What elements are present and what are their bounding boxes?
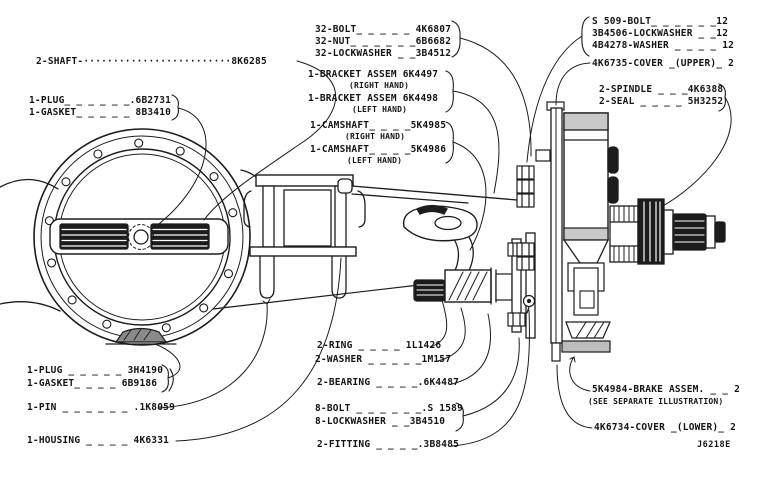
callout-camshaft-rh-sub: (RIGHT HAND) — [345, 132, 406, 141]
bracket-casting — [213, 170, 419, 309]
callout-cover-upper: 4K6735-COVER _(UPPER)_ 2 — [592, 58, 735, 69]
callout-bracket-lh-sub: (LEFT HAND) — [352, 105, 408, 114]
callout-shaft: 2-SHAFT-·························8K6285 — [36, 56, 267, 67]
drain-plug — [116, 329, 166, 343]
callout-bolt32: 32-BOLT_ _ _ _ _ 4K6807 — [315, 24, 452, 35]
callout-bolt8: 8-BOLT _ _ _ _ _ _.S 1589 — [315, 403, 463, 414]
callout-washer-1m157: 2-WASHER _ _ _ _ _1M157 — [315, 354, 452, 365]
cam-lever — [404, 206, 477, 278]
brake-band — [562, 341, 610, 352]
hex-bolt — [536, 150, 550, 161]
hex-bolt — [517, 257, 534, 270]
callout-camshaft-lh: 1-CAMSHAFT_ _ _ _5K4986 — [310, 144, 447, 155]
callout-nut32: 32-NUT_ _ _ _ _ _6B6682 — [315, 36, 452, 47]
callout-bracket-lh: 1-BRACKET ASSEM 6K4498 — [308, 93, 439, 104]
callout-ring: 2-RING _ _ _ _ 1L1426 — [317, 340, 442, 351]
callout-bolt-s509: S 509-BOLT_ _ _ _ _ _12 — [592, 16, 729, 27]
spline-shaft-left — [60, 224, 128, 249]
spindle-shaft — [610, 199, 725, 264]
callout-bearing: 2-BEARING _ _ _ _.6K4487 — [317, 377, 460, 388]
camshaft-part — [414, 268, 512, 304]
callout-lockwasher-3b4506: 3B4506-LOCKWASHER _ _12 — [592, 28, 729, 39]
callout-plug-top: 1-PLUG_ _ _ _ _ _.6B2731 — [29, 95, 172, 106]
shaft-yoke — [50, 219, 228, 254]
callout-camshaft-rh: 1-CAMSHAFT_ _ _ _5K4985 — [310, 120, 447, 131]
callout-lockwasher8: 8-LOCKWASHER _ _3B4510 — [315, 416, 446, 427]
callout-brake-sub: (SEE SEPARATE ILLUSTRATION) — [588, 397, 724, 406]
callout-seal: 2-SEAL _ _ _ _ 5H3252 — [599, 96, 724, 107]
spline-shaft-right — [151, 224, 209, 249]
callout-spindle: 2-SPINDLE _ _ _4K6388 — [599, 84, 724, 95]
callout-brake: 5K4984-BRAKE ASSEM. _ _ 2 — [592, 384, 740, 395]
hex-bolt — [517, 180, 534, 193]
cover-plate — [547, 102, 564, 361]
hex-bolt — [517, 243, 534, 256]
center-pin — [134, 230, 148, 244]
callout-pin: 1-PIN _ _ _ _ _ _ .1K8059 — [27, 402, 175, 413]
figure-id: J6218E — [697, 440, 731, 450]
callout-plug-bottom: 1-PLUG _ _ _ _ _ 3H4190 — [27, 365, 164, 376]
callout-housing: 1-HOUSING _ _ _ _ 4K6331 — [27, 435, 170, 446]
callout-fitting: 2-FITTING _ _ _ _.3B8485 — [317, 439, 460, 450]
callout-gasket-bottom: 1-GASKET_ _ _ _ 6B9186 — [27, 378, 158, 389]
callout-cover-lower: 4K6734-COVER _(LOWER)_ 2 — [594, 422, 737, 433]
callout-washer-4b4278: 4B4278-WASHER _ _ _ _ 12 — [592, 40, 735, 51]
callout-lockwasher32: 32-LOCKWASHER _ _3B4512 — [315, 48, 452, 59]
callout-bracket-rh-sub: (RIGHT HAND) — [349, 81, 410, 90]
callout-bracket-rh: 1-BRACKET ASSEM 6K4497 — [308, 69, 439, 80]
callout-gasket-top: 1-GASKET_ _ _ _ _ 8B3410 — [29, 107, 172, 118]
hex-bolt — [517, 166, 534, 179]
hex-bolt — [517, 194, 534, 207]
callout-camshaft-lh-sub: (LEFT HAND) — [347, 156, 403, 165]
